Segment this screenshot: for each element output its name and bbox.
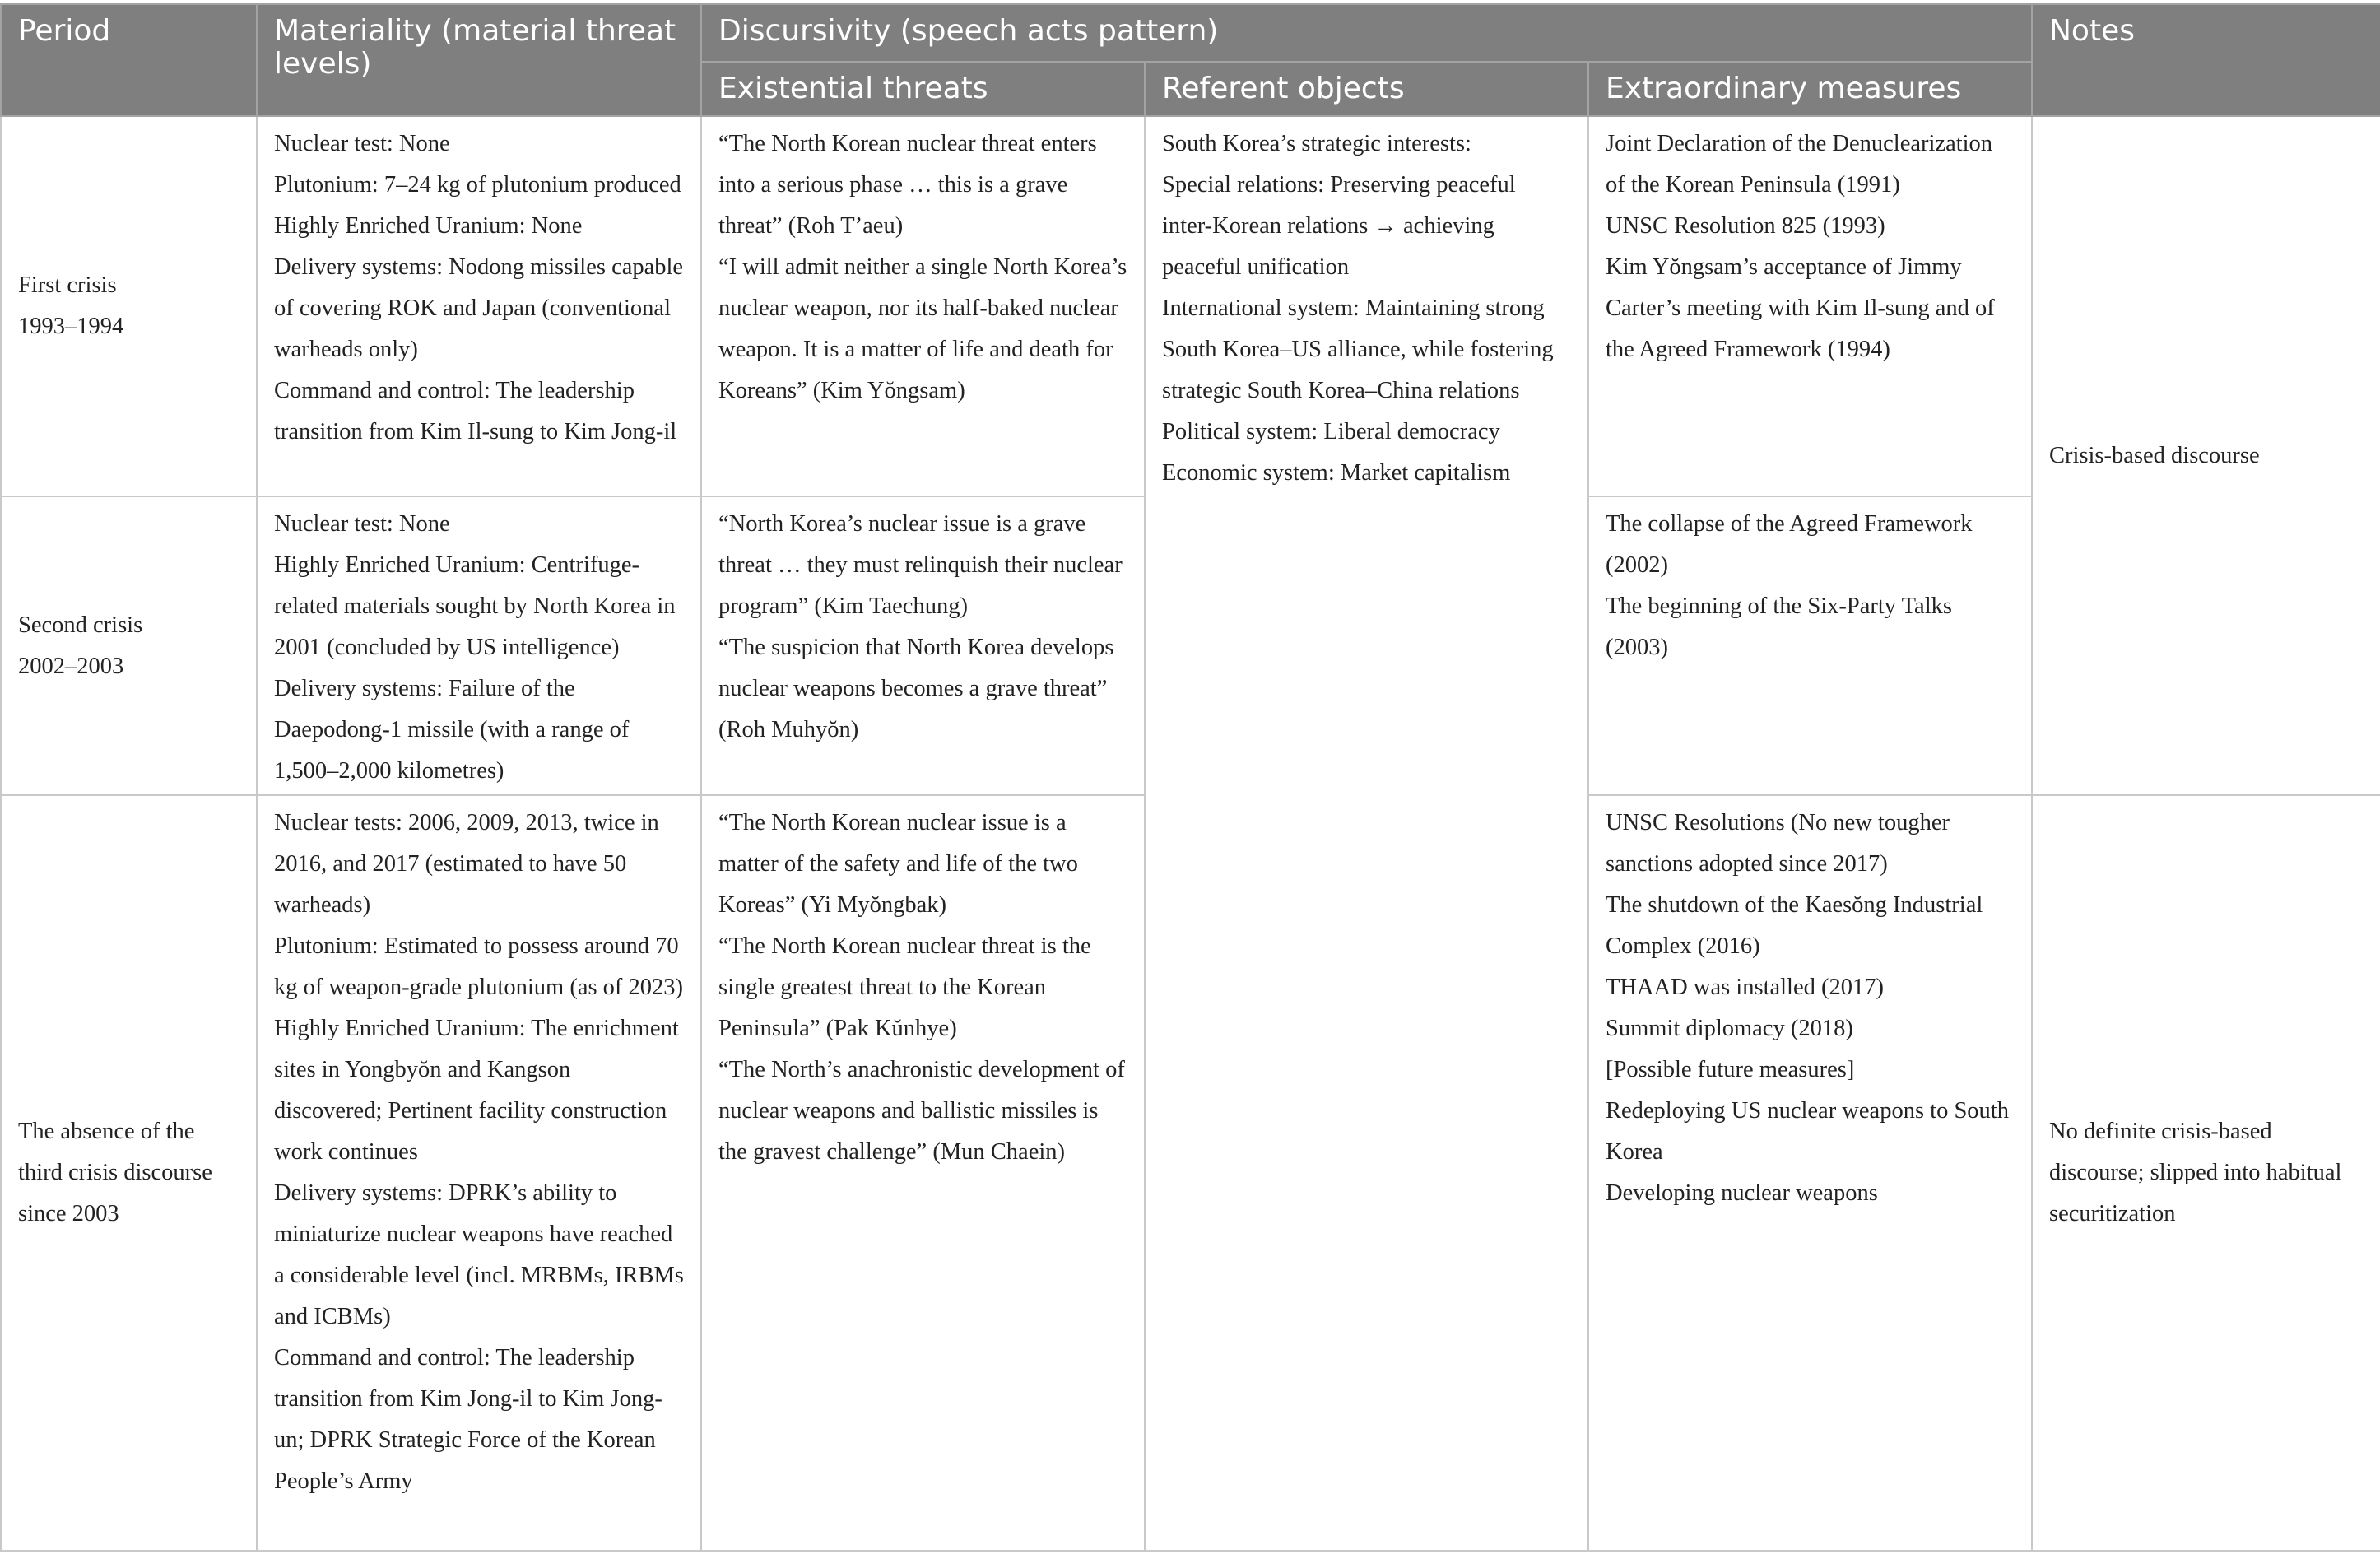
comparison-table <box>0 3 2380 1552</box>
header-row-1 <box>1 4 2380 62</box>
materiality-item: Highly Enriched Uranium: Centrifuge-related materials sought by North Korea in 2001 (concluded by US intelligence) <box>274 552 676 660</box>
cell-extraordinary-measures <box>1588 795 2032 1551</box>
materiality-item: Nuclear test: None <box>274 131 450 156</box>
cell-period: The absence of the third crisis discourse since 2003 <box>1 795 257 1551</box>
measure-item: The shutdown of the Kaesŏng Industrial Complex (2016) <box>1606 892 1983 959</box>
referent-item: Special relations: Preserving peaceful inter-Korean relations → achieving peaceful unification <box>1162 172 1516 280</box>
cell-referent-objects <box>1145 116 1588 1551</box>
header-materiality: Materiality (material threat levels) <box>257 4 701 116</box>
materiality-item: Delivery systems: DPRK’s ability to miniaturize nuclear weapons have reached a considerable level (incl. MRBMs, IRBMs and ICBMs) <box>274 1180 684 1329</box>
header-existential-threats: Existential threats <box>701 62 1145 116</box>
cell-notes-third: No definite crisis-based discourse; slipped into habitual securitization <box>2032 795 2380 1551</box>
cell-existential-threats <box>701 795 1145 1551</box>
materiality-item: Plutonium: Estimated to possess around 70 kg of weapon-grade plutonium (as of 2023) <box>274 933 684 1000</box>
threat-quote: “The suspicion that North Korea develops nuclear weapons becomes a grave threat” (Roh Muhyŏn) <box>718 635 1114 742</box>
cell-period <box>1 496 257 795</box>
measure-item: UNSC Resolution 825 (1993) <box>1606 213 1885 239</box>
table-row-first-crisis <box>1 116 2380 496</box>
measure-item: The collapse of the Agreed Framework (2002) <box>1606 511 1973 578</box>
materiality-item: Delivery systems: Failure of the Daepodong-1 missile (with a range of 1,500–2,000 kilometres) <box>274 676 630 784</box>
materiality-item: Nuclear tests: 2006, 2009, 2013, twice in 2016, and 2017 (estimated to have 50 warheads) <box>274 810 659 918</box>
header-discursivity: Discursivity (speech acts pattern) <box>701 4 2032 62</box>
materiality-item: Command and control: The leadership transition from Kim Il-sung to Kim Jong-il <box>274 378 677 444</box>
measure-item: Joint Declaration of the Denuclearization of the Korean Peninsula (1991) <box>1606 131 1993 198</box>
materiality-item: Highly Enriched Uranium: None <box>274 213 583 239</box>
cell-extraordinary-measures <box>1588 116 2032 496</box>
threat-quote: “The North’s anachronistic development of nuclear weapons and ballistic missiles is the gravest challenge” (Mun Chaein) <box>718 1057 1125 1165</box>
cell-period <box>1 116 257 496</box>
materiality-item: Command and control: The leadership transition from Kim Jong-il to Kim Jong-un; DPRK Strategic Force of the Korean People’s Army <box>274 1345 662 1494</box>
materiality-item: Nuclear test: None <box>274 511 450 537</box>
measure-item: Developing nuclear weapons <box>1606 1180 1878 1206</box>
measure-item: THAAD was installed (2017) <box>1606 975 1884 1000</box>
threat-quote: “The North Korean nuclear issue is a matter of the safety and life of the two Koreas” (Yi Myŏngbak) <box>718 810 1078 918</box>
materiality-item: Delivery systems: Nodong missiles capable of covering ROK and Japan (conventional warheads only) <box>274 254 684 362</box>
measure-item: Redeploying US nuclear weapons to South Korea <box>1606 1098 2009 1165</box>
cell-materiality <box>257 795 701 1551</box>
header-referent-objects: Referent objects <box>1145 62 1588 116</box>
measure-item: Kim Yŏngsam’s acceptance of Jimmy Carter’s meeting with Kim Il-sung and of the Agreed Framework (1994) <box>1606 254 1995 362</box>
referent-item: Economic system: Market capitalism <box>1162 460 1511 486</box>
cell-materiality <box>257 496 701 795</box>
period-line: First crisis <box>18 272 117 298</box>
referent-item: Political system: Liberal democracy <box>1162 419 1500 444</box>
measure-item: Summit diplomacy (2018) <box>1606 1016 1853 1041</box>
materiality-item: Plutonium: 7–24 kg of plutonium produced <box>274 172 681 198</box>
measure-item: [Possible future measures] <box>1606 1057 1855 1082</box>
header-extraordinary-measures: Extraordinary measures <box>1588 62 2032 116</box>
period-line: Second crisis <box>18 612 143 638</box>
threat-quote: “The North Korean nuclear threat is the single greatest threat to the Korean Peninsula” (Pak Kŭnhye) <box>718 933 1091 1041</box>
measure-item: The beginning of the Six-Party Talks (2003) <box>1606 593 1952 660</box>
header-period: Period <box>1 4 257 116</box>
referent-item: International system: Maintaining strong South Korea–US alliance, while fostering strategic South Korea–China relations <box>1162 296 1554 403</box>
cell-existential-threats <box>701 116 1145 496</box>
period-line: 1993–1994 <box>18 314 124 339</box>
threat-quote: “North Korea’s nuclear issue is a grave threat … they must relinquish their nuclear program” (Kim Taechung) <box>718 511 1123 619</box>
header-notes: Notes <box>2032 4 2380 116</box>
referent-item: South Korea’s strategic interests: <box>1162 131 1471 156</box>
threat-quote: “The North Korean nuclear threat enters into a serious phase … this is a grave threat” (Roh T’aeu) <box>718 131 1097 239</box>
period-line: 2002–2003 <box>18 653 124 679</box>
cell-notes-crisis: Crisis-based discourse <box>2032 116 2380 795</box>
cell-existential-threats <box>701 496 1145 795</box>
materiality-item: Highly Enriched Uranium: The enrichment sites in Yongbyŏn and Kangson discovered; Pertinent facility construction work continues <box>274 1016 679 1165</box>
measure-item: UNSC Resolutions (No new tougher sanctions adopted since 2017) <box>1606 810 1950 877</box>
threat-quote: “I will admit neither a single North Korea’s nuclear weapon, nor its half-baked nuclear weapon. It is a matter of life and death for Koreans” (Kim Yŏngsam) <box>718 254 1127 403</box>
cell-materiality <box>257 116 701 496</box>
cell-extraordinary-measures <box>1588 496 2032 795</box>
